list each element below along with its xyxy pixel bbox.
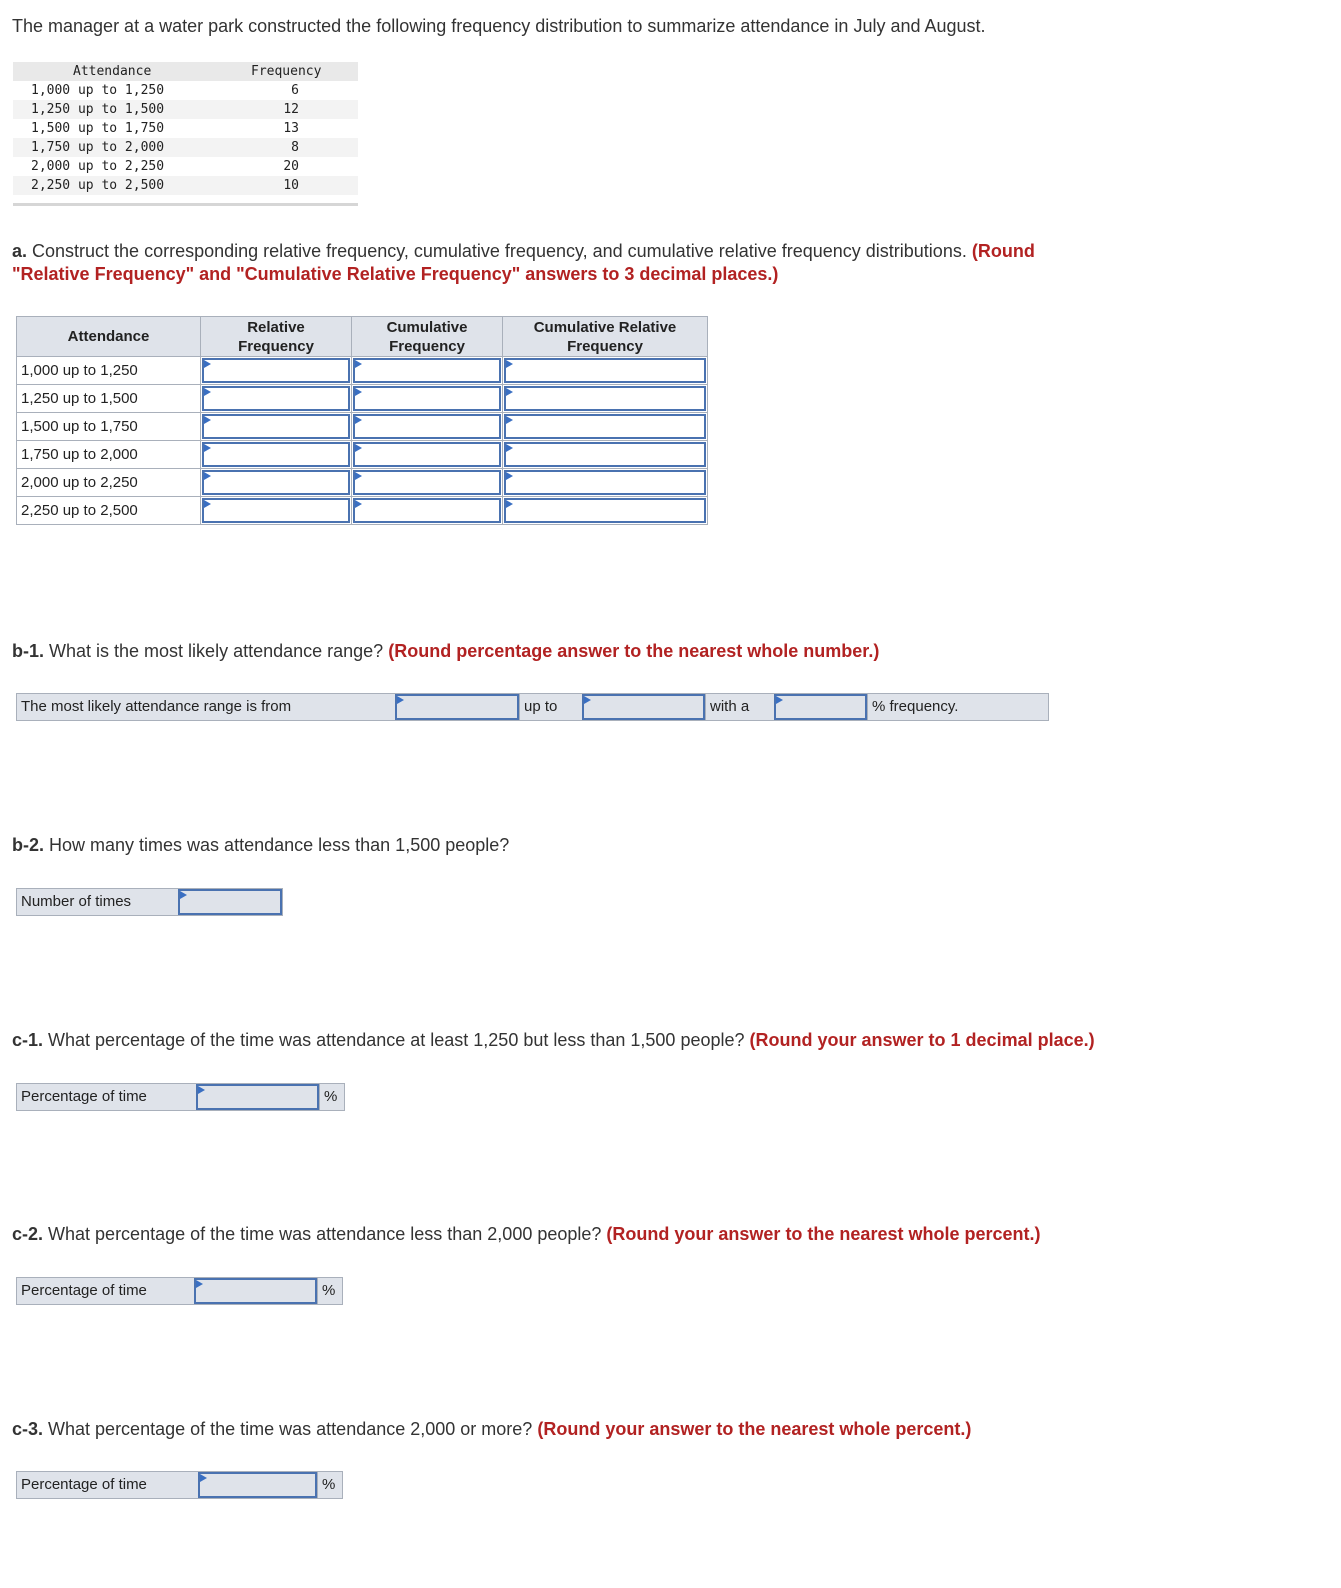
part-b1-text: What is the most likely attendance range? [44,641,384,661]
table-row [17,441,708,469]
table-row [13,157,358,176]
range-from-input[interactable] [395,694,519,720]
given-header-frequency: Frequency [251,64,322,79]
part-b1-question [12,640,879,663]
row-label: 1,250 up to 1,500 [17,385,201,413]
given-range: 1,250 up to 1,500 [31,102,165,117]
row-label: 1,000 up to 1,250 [17,357,201,385]
part-c1-text: What percentage of the time was attendance at least 1,250 but less than 1,500 people? [43,1030,745,1050]
header-relative-frequency: Relative Frequency [201,317,352,357]
cumulative-frequency-input[interactable] [353,358,501,383]
part-b2-question [12,834,509,857]
cumulative-frequency-input[interactable] [353,386,501,411]
given-frequency: 6 [291,83,299,98]
percentage-of-time-input[interactable] [196,1084,319,1110]
relative-frequency-input[interactable] [202,442,350,467]
given-frequency: 12 [283,102,299,117]
percent-frequency-label: % frequency. [867,694,1048,720]
part-b2-prefix: b-2. [12,835,45,855]
part-a-instruction-1: (Round [971,241,1035,261]
given-frequency-table [13,62,358,206]
table-row [13,100,358,119]
part-c3-prefix: c-3. [12,1419,44,1439]
percentage-of-time-input[interactable] [194,1278,317,1304]
cumulative-relative-frequency-input[interactable] [504,386,706,411]
part-c3-text: What percentage of the time was attendance 2,000 or more? [43,1419,533,1439]
header-attendance: Attendance [17,317,201,357]
relative-frequency-input[interactable] [202,386,350,411]
part-b1-instruction: (Round percentage answer to the nearest whole number.) [388,641,880,661]
table-bottom-rule [13,195,358,206]
given-range: 2,250 up to 2,500 [31,178,165,193]
with-label: with a [705,694,774,720]
row-label: 1,500 up to 1,750 [17,413,201,441]
cumulative-frequency-input[interactable] [353,414,501,439]
part-c1-answer-row [16,1083,345,1111]
percent-unit: % [317,1278,342,1304]
part-a-prefix: a. [12,241,28,261]
part-c3-question [12,1418,971,1441]
number-of-times-input[interactable] [178,889,282,915]
part-c1-question [12,1029,1095,1052]
table-row [13,81,358,100]
part-a-question [12,240,1132,286]
given-range: 1,500 up to 1,750 [31,121,165,136]
answer-grid [16,316,708,525]
given-frequency: 13 [283,121,299,136]
cumulative-frequency-input[interactable] [353,442,501,467]
row-label: 1,750 up to 2,000 [17,441,201,469]
table-row [17,469,708,497]
part-c3-answer-row [16,1471,343,1499]
row-label: 2,250 up to 2,500 [17,497,201,525]
part-c1-instruction: (Round your answer to 1 decimal place.) [749,1030,1095,1050]
percentage-of-time-input[interactable] [198,1472,317,1498]
given-range: 1,750 up to 2,000 [31,140,165,155]
table-row [17,497,708,525]
part-c1-prefix: c-1. [12,1030,44,1050]
part-a-text: Construct the corresponding relative frequency, cumulative frequency, and cumulative relative frequency distributions. [27,241,967,261]
part-c3-instruction: (Round your answer to the nearest whole percent.) [537,1419,972,1439]
part-c2-instruction: (Round your answer to the nearest whole percent.) [606,1224,1041,1244]
given-range: 1,000 up to 1,250 [31,83,165,98]
cumulative-relative-frequency-input[interactable] [504,358,706,383]
cumulative-relative-frequency-input[interactable] [504,442,706,467]
relative-frequency-input[interactable] [202,470,350,495]
cumulative-frequency-input[interactable] [353,470,501,495]
given-range: 2,000 up to 2,250 [31,159,165,174]
given-frequency: 10 [283,178,299,193]
table-row [17,357,708,385]
part-c2-answer-row [16,1277,343,1305]
table-row [17,385,708,413]
answer-grid-header [17,317,708,357]
range-from-label: The most likely attendance range is from [17,694,395,720]
relative-frequency-input[interactable] [202,498,350,523]
relative-frequency-input[interactable] [202,414,350,439]
intro-text: The manager at a water park constructed the following frequency distribution to summarize attendance in July and August. [12,16,986,36]
part-b1-prefix: b-1. [12,641,45,661]
range-upto-label: up to [519,694,582,720]
header-cumulative-relative-frequency: Cumulative Relative Frequency [503,317,708,357]
table-row [17,413,708,441]
percent-unit: % [319,1084,344,1110]
percentage-of-time-label: Percentage of time [17,1278,194,1304]
table-row [13,176,358,195]
row-label: 2,000 up to 2,250 [17,469,201,497]
header-cumulative-frequency: Cumulative Frequency [352,317,503,357]
cumulative-relative-frequency-input[interactable] [504,470,706,495]
part-c2-question [12,1223,1041,1246]
given-header-attendance: Attendance [73,64,152,79]
part-b1-answer-row [16,693,1049,721]
part-c2-prefix: c-2. [12,1224,44,1244]
number-of-times-label: Number of times [17,889,178,915]
relative-frequency-input[interactable] [202,358,350,383]
table-row [13,119,358,138]
cumulative-frequency-input[interactable] [353,498,501,523]
range-to-input[interactable] [582,694,705,720]
part-a-instruction-2: "Relative Frequency" and "Cumulative Relative Frequency" answers to 3 decimal places.) [12,264,779,284]
cumulative-relative-frequency-input[interactable] [504,414,706,439]
part-c2-text: What percentage of the time was attendance less than 2,000 people? [43,1224,602,1244]
given-frequency: 8 [291,140,299,155]
given-frequency: 20 [283,159,299,174]
percent-unit: % [317,1472,342,1498]
frequency-percent-input[interactable] [774,694,867,720]
percentage-of-time-label: Percentage of time [17,1084,196,1110]
given-table-header [13,62,358,81]
part-b2-answer-row [16,888,283,916]
table-row [13,138,358,157]
cumulative-relative-frequency-input[interactable] [504,498,706,523]
percentage-of-time-label: Percentage of time [17,1472,198,1498]
part-b2-text: How many times was attendance less than 1,500 people? [44,835,510,855]
